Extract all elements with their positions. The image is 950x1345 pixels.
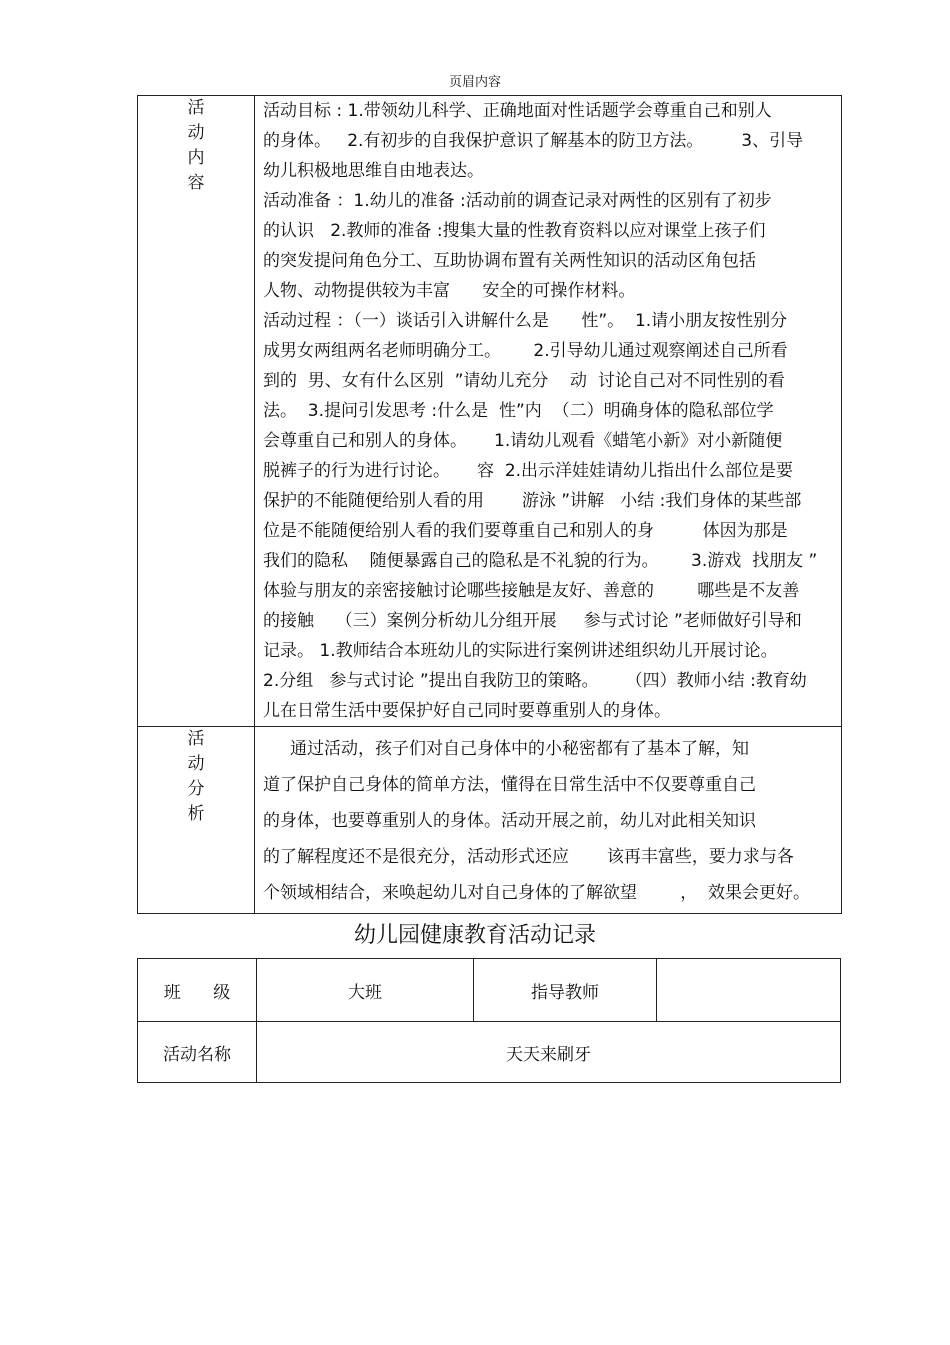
teacher-value (657, 959, 841, 1022)
activity-row (138, 1022, 841, 1083)
analysis-text-cell (255, 727, 842, 914)
content-label-cell (138, 96, 255, 727)
text-line: 法。 3.提问引发思考 :什么是 性”内 （二）明确身体的隐私部位学 (263, 401, 774, 421)
activity-content-table (137, 95, 842, 914)
text-line: 到的 男、女有什么区别 ”请幼儿充分 动 讨论自己对不同性别的看 (263, 371, 785, 391)
text-line: 保护的不能随便给别人看的用 游泳 ”讲解 小结 :我们身体的某些部 (263, 491, 802, 511)
analysis-label (188, 727, 205, 827)
text-line: 人物、动物提供较为丰富 安全的可操作材料。 (263, 281, 636, 301)
label-char: 内 (187, 148, 205, 168)
teacher-label: 指导教师 (474, 959, 657, 1022)
text-line: 的身体。 2.有初步的自我保护意识了解基本的防卫方法。 3、引导 (263, 131, 804, 151)
content-text-cell (255, 96, 842, 727)
text-line: 脱裤子的行为进行讨论。 容 2.出示洋娃娃请幼儿指出什么部位是要 (263, 461, 794, 481)
label-char: 活 (187, 729, 205, 749)
label-char: 动 (187, 123, 205, 143)
record-table (137, 958, 841, 1083)
activity-value: 天天来刷牙 (257, 1022, 841, 1083)
text-line: 儿在日常生活中要保护好自己同时要尊重别人的身体。 (263, 701, 671, 721)
analysis-label-cell (138, 727, 255, 914)
text-line: 的突发提问角色分工、互助协调布置有关两性知识的活动区角包括 (263, 251, 756, 271)
text-line: 位是不能随便给别人看的我们要尊重自己和别人的身 体因为那是 (263, 521, 788, 541)
page-header: 页眉内容 (448, 75, 501, 90)
text-line: 成男女两组两名老师明确分工。 2.引导幼儿通过观察阐述自己所看 (263, 341, 788, 361)
content-row (138, 96, 842, 727)
text-line: 通过活动，孩子们对自己身体中的小秘密都有了基本了解，知 (263, 739, 750, 759)
label-char: 容 (187, 173, 205, 193)
text-line: 活动目标 : 1.带领幼儿科学、正确地面对性话题学会尊重自己和别人 (263, 101, 772, 121)
text-line: 个领域相结合，来唤起幼儿对自己身体的了解欲望 ， 效果会更好。 (263, 883, 811, 903)
class-label: 班 级 (138, 959, 257, 1022)
text-line: 道了保护自己身体的简单方法，懂得在日常生活中不仅要尊重自己 (263, 775, 756, 795)
text-line: 幼儿积极地思维自由地表达。 (263, 161, 484, 181)
text-line: 活动准备 ：1.幼儿的准备 :活动前的调查记录对两性的区别有了初步 (263, 191, 772, 211)
text-line: 的身体，也要尊重别人的身体。活动开展之前，幼儿对此相关知识 (263, 811, 756, 831)
class-value: 大班 (257, 959, 474, 1022)
analysis-row (138, 727, 842, 914)
record-title: 幼儿园健康教育活动记录 (353, 923, 596, 948)
content-label (188, 96, 205, 196)
text-line: 的认识 2.教师的准备 :搜集大量的性教育资料以应对课堂上孩子们 (263, 221, 766, 241)
class-row (138, 959, 841, 1022)
text-line: 会尊重自己和别人的身体。 1.请幼儿观看《蜡笔小新》对小新随便 (263, 431, 783, 451)
label-char: 析 (187, 804, 205, 824)
label-char: 活 (187, 98, 205, 118)
activity-label: 活动名称 (138, 1022, 257, 1083)
label-char: 分 (187, 779, 205, 799)
text-line: 的接触 （三）案例分析幼儿分组开展 参与式讨论 ”老师做好引导和 (263, 611, 802, 631)
text-line: 的了解程度还不是很充分，活动形式还应 该再丰富些，要力求与各 (263, 847, 794, 867)
text-line: 记录。 1.教师结合本班幼儿的实际进行案例讲述组织幼儿开展讨论。 (263, 641, 778, 661)
text-line: 2.分组 参与式讨论 ”提出自我防卫的策略。 （四）教师小结 :教育幼 (263, 671, 807, 691)
text-line: 活动过程 ：（一）谈话引入讲解什么是 性”。 1.请小朋友按性别分 (263, 311, 788, 331)
text-line: 体验与朋友的亲密接触讨论哪些接触是友好、善意的 哪些是不友善 (263, 581, 800, 601)
label-char: 动 (187, 754, 205, 774)
text-line: 我们的隐私 随便暴露自己的隐私是不礼貌的行为。 3.游戏 找朋友 ” (263, 551, 818, 571)
